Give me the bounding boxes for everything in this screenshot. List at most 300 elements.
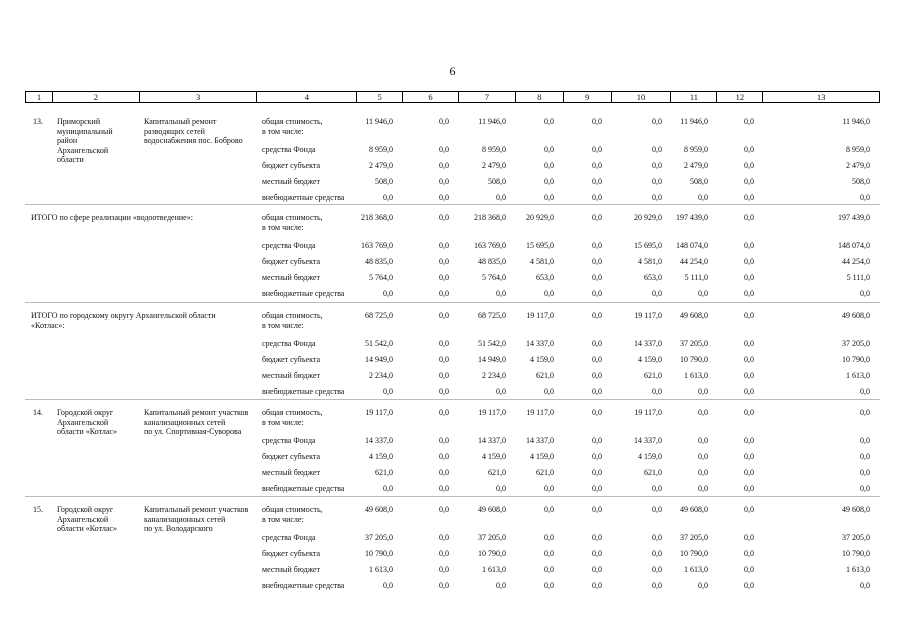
municipality-name: Архангельской <box>57 514 109 524</box>
value-cell-col-11: 508,0 <box>690 177 708 186</box>
value-cell-col-9: 0,0 <box>592 273 602 282</box>
table-row <box>25 145 880 159</box>
value-cell-col-9: 0,0 <box>592 193 602 202</box>
municipality-name: области «Котлас» <box>57 427 117 436</box>
value-cell-col-8: 0,0 <box>544 484 554 493</box>
table-row <box>25 533 880 547</box>
funding-source-label: местный бюджет <box>262 565 320 574</box>
value-cell-col-9: 0,0 <box>592 241 602 250</box>
row-number: 14. <box>33 408 43 417</box>
table-row <box>25 371 880 385</box>
funding-source-label: общая стоимость, <box>262 117 323 126</box>
value-cell-col-7: 0,0 <box>496 581 506 590</box>
funding-source-label: средства Фонда <box>262 436 316 445</box>
value-cell-col-7: 11 946,0 <box>478 117 506 126</box>
section-title: ИТОГО по сфере реализации «водоотведение»: <box>31 213 193 222</box>
value-cell-col-12: 0,0 <box>744 533 754 542</box>
value-cell-col-13: 0,0 <box>860 289 870 298</box>
value-cell-col-5: 8 959,0 <box>369 145 393 154</box>
value-cell-col-9: 0,0 <box>592 408 602 417</box>
value-cell-col-7: 4 159,0 <box>482 452 506 461</box>
row-number: 13. <box>33 117 43 126</box>
value-cell-col-7: 0,0 <box>496 387 506 396</box>
value-cell-col-12: 0,0 <box>744 145 754 154</box>
header-cell-9: 9 <box>564 92 612 102</box>
value-cell-col-6: 0,0 <box>439 145 449 154</box>
funding-source-label: местный бюджет <box>262 371 320 380</box>
value-cell-col-10: 653,0 <box>644 273 662 282</box>
value-cell-col-11: 1 613,0 <box>684 565 708 574</box>
funding-source-label: местный бюджет <box>262 177 320 186</box>
value-cell-col-9: 0,0 <box>592 339 602 348</box>
value-cell-col-13: 1 613,0 <box>846 565 870 574</box>
value-cell-col-6: 0,0 <box>439 213 449 222</box>
funding-source-label: в том числе: <box>262 222 304 232</box>
value-cell-col-6: 0,0 <box>439 565 449 574</box>
funding-source-label: местный бюджет <box>262 273 320 282</box>
value-cell-col-9: 0,0 <box>592 289 602 298</box>
value-cell-col-13: 2 479,0 <box>846 161 870 170</box>
value-cell-col-7: 621,0 <box>488 468 506 477</box>
table-row <box>25 289 880 303</box>
value-cell-col-9: 0,0 <box>592 371 602 380</box>
value-cell-col-8: 0,0 <box>544 193 554 202</box>
value-cell-col-12: 0,0 <box>744 581 754 590</box>
value-cell-col-9: 0,0 <box>592 565 602 574</box>
work-description: по ул. Володарского <box>144 524 213 533</box>
value-cell-col-5: 0,0 <box>383 289 393 298</box>
value-cell-col-13: 11 946,0 <box>842 117 870 126</box>
value-cell-col-11: 0,0 <box>698 581 708 590</box>
value-cell-col-8: 621,0 <box>536 468 554 477</box>
value-cell-col-5: 68 725,0 <box>365 311 393 320</box>
funding-source-label: бюджет субъекта <box>262 355 321 364</box>
value-cell-col-8: 20 929,0 <box>526 213 554 222</box>
value-cell-col-13: 37 205,0 <box>842 339 870 348</box>
value-cell-col-9: 0,0 <box>592 311 602 320</box>
value-cell-col-11: 1 613,0 <box>684 371 708 380</box>
work-description: Капитальный ремонт участков <box>144 408 249 417</box>
funding-source-label: бюджет субъекта <box>262 452 321 461</box>
value-cell-col-12: 0,0 <box>744 241 754 250</box>
value-cell-col-10: 0,0 <box>652 117 662 126</box>
value-cell-col-13: 0,0 <box>860 468 870 477</box>
value-cell-col-12: 0,0 <box>744 549 754 558</box>
value-cell-col-7: 508,0 <box>488 177 506 186</box>
value-cell-col-12: 0,0 <box>744 565 754 574</box>
municipality-name: Приморский <box>57 117 101 126</box>
header-cell-12: 12 <box>717 92 763 102</box>
value-cell-col-10: 0,0 <box>652 581 662 590</box>
value-cell-col-10: 0,0 <box>652 565 662 574</box>
value-cell-col-11: 49 608,0 <box>680 505 708 514</box>
value-cell-col-6: 0,0 <box>439 387 449 396</box>
value-cell-col-10: 15 695,0 <box>634 241 662 250</box>
funding-source-label: общая стоимость, <box>262 311 323 320</box>
value-cell-col-8: 0,0 <box>544 161 554 170</box>
value-cell-col-10: 19 117,0 <box>634 311 662 320</box>
value-cell-col-11: 10 790,0 <box>680 355 708 364</box>
value-cell-col-11: 0,0 <box>698 289 708 298</box>
value-cell-col-6: 0,0 <box>439 533 449 542</box>
value-cell-col-7: 163 769,0 <box>474 241 506 250</box>
value-cell-col-13: 0,0 <box>860 436 870 445</box>
header-cell-4: 4 <box>257 92 357 102</box>
value-cell-col-10: 0,0 <box>652 145 662 154</box>
table-row <box>25 436 880 450</box>
value-cell-col-6: 0,0 <box>439 436 449 445</box>
value-cell-col-7: 218 368,0 <box>474 213 506 222</box>
funding-source-label: внебюджетные средства <box>262 193 345 202</box>
table-row <box>25 117 880 136</box>
value-cell-col-6: 0,0 <box>439 339 449 348</box>
value-cell-col-9: 0,0 <box>592 117 602 126</box>
value-cell-col-6: 0,0 <box>439 311 449 320</box>
table-row <box>25 565 880 579</box>
value-cell-col-11: 0,0 <box>698 408 708 417</box>
table-row <box>25 177 880 191</box>
value-cell-col-7: 14 949,0 <box>478 355 506 364</box>
municipality-name: Городской округ <box>57 408 114 417</box>
value-cell-col-7: 2 479,0 <box>482 161 506 170</box>
value-cell-col-6: 0,0 <box>439 177 449 186</box>
value-cell-col-8: 0,0 <box>544 565 554 574</box>
value-cell-col-11: 0,0 <box>698 452 708 461</box>
value-cell-col-7: 8 959,0 <box>482 145 506 154</box>
value-cell-col-13: 37 205,0 <box>842 533 870 542</box>
funding-source-label: средства Фонда <box>262 533 316 542</box>
value-cell-col-10: 0,0 <box>652 549 662 558</box>
value-cell-col-13: 5 111,0 <box>846 273 870 282</box>
section-title: «Котлас»: <box>31 321 65 330</box>
table-row <box>25 257 880 271</box>
value-cell-col-5: 14 337,0 <box>365 436 393 445</box>
value-cell-col-10: 20 929,0 <box>634 213 662 222</box>
value-cell-col-9: 0,0 <box>592 213 602 222</box>
value-cell-col-13: 508,0 <box>852 177 870 186</box>
value-cell-col-8: 0,0 <box>544 533 554 542</box>
table-row <box>25 549 880 563</box>
row-number: 15. <box>33 505 43 514</box>
table-row <box>25 241 880 255</box>
value-cell-col-7: 51 542,0 <box>478 339 506 348</box>
header-cell-2: 2 <box>53 92 140 102</box>
value-cell-col-6: 0,0 <box>439 581 449 590</box>
value-cell-col-8: 0,0 <box>544 387 554 396</box>
value-cell-col-9: 0,0 <box>592 452 602 461</box>
value-cell-col-10: 14 337,0 <box>634 436 662 445</box>
value-cell-col-6: 0,0 <box>439 241 449 250</box>
value-cell-col-5: 51 542,0 <box>365 339 393 348</box>
funding-source-label: средства Фонда <box>262 339 316 348</box>
header-cell-6: 6 <box>403 92 459 102</box>
value-cell-col-9: 0,0 <box>592 177 602 186</box>
municipality-name: район <box>57 136 78 145</box>
value-cell-col-10: 0,0 <box>652 484 662 493</box>
value-cell-col-13: 197 439,0 <box>838 213 870 222</box>
value-cell-col-12: 0,0 <box>744 452 754 461</box>
value-cell-col-10: 0,0 <box>652 533 662 542</box>
value-cell-col-9: 0,0 <box>592 549 602 558</box>
value-cell-col-9: 0,0 <box>592 505 602 514</box>
table-row <box>25 452 880 466</box>
value-cell-col-12: 0,0 <box>744 161 754 170</box>
municipality-name: Городской округ <box>57 505 114 514</box>
section-divider <box>25 204 880 205</box>
value-cell-col-6: 0,0 <box>439 549 449 558</box>
value-cell-col-8: 621,0 <box>536 371 554 380</box>
value-cell-col-13: 0,0 <box>860 452 870 461</box>
value-cell-col-5: 37 205,0 <box>365 533 393 542</box>
value-cell-col-6: 0,0 <box>439 468 449 477</box>
value-cell-col-13: 49 608,0 <box>842 311 870 320</box>
work-description: водоснабжения пос. Боброво <box>144 136 243 145</box>
value-cell-col-12: 0,0 <box>744 257 754 266</box>
value-cell-col-12: 0,0 <box>744 505 754 514</box>
funding-source-label: внебюджетные средства <box>262 581 345 590</box>
value-cell-col-6: 0,0 <box>439 257 449 266</box>
value-cell-col-11: 0,0 <box>698 436 708 445</box>
value-cell-col-12: 0,0 <box>744 408 754 417</box>
value-cell-col-7: 0,0 <box>496 193 506 202</box>
value-cell-col-5: 1 613,0 <box>369 565 393 574</box>
value-cell-col-12: 0,0 <box>744 117 754 126</box>
value-cell-col-13: 0,0 <box>860 581 870 590</box>
value-cell-col-11: 5 111,0 <box>684 273 708 282</box>
value-cell-col-5: 10 790,0 <box>365 549 393 558</box>
section-divider <box>25 496 880 497</box>
value-cell-col-8: 14 337,0 <box>526 339 554 348</box>
value-cell-col-7: 1 613,0 <box>482 565 506 574</box>
value-cell-col-9: 0,0 <box>592 355 602 364</box>
value-cell-col-5: 508,0 <box>375 177 393 186</box>
value-cell-col-6: 0,0 <box>439 452 449 461</box>
header-cell-5: 5 <box>357 92 403 102</box>
funding-source-label: бюджет субъекта <box>262 257 321 266</box>
value-cell-col-12: 0,0 <box>744 311 754 320</box>
value-cell-col-12: 0,0 <box>744 484 754 493</box>
value-cell-col-12: 0,0 <box>744 289 754 298</box>
section-divider <box>25 399 880 400</box>
table-row <box>25 468 880 482</box>
value-cell-col-7: 68 725,0 <box>478 311 506 320</box>
value-cell-col-13: 1 613,0 <box>846 371 870 380</box>
value-cell-col-11: 0,0 <box>698 193 708 202</box>
table-row <box>25 161 880 175</box>
value-cell-col-8: 15 695,0 <box>526 241 554 250</box>
table-row <box>25 213 880 232</box>
value-cell-col-7: 10 790,0 <box>478 549 506 558</box>
value-cell-col-8: 19 117,0 <box>526 311 554 320</box>
funding-source-label: общая стоимость, <box>262 408 323 417</box>
value-cell-col-9: 0,0 <box>592 581 602 590</box>
value-cell-col-9: 0,0 <box>592 257 602 266</box>
value-cell-col-6: 0,0 <box>439 289 449 298</box>
value-cell-col-8: 4 159,0 <box>530 355 554 364</box>
header-cell-7: 7 <box>459 92 516 102</box>
value-cell-col-7: 19 117,0 <box>478 408 506 417</box>
header-cell-1: 1 <box>26 92 53 102</box>
value-cell-col-7: 0,0 <box>496 484 506 493</box>
value-cell-col-10: 4 159,0 <box>638 452 662 461</box>
header-cell-8: 8 <box>516 92 564 102</box>
value-cell-col-10: 0,0 <box>652 289 662 298</box>
value-cell-col-11: 0,0 <box>698 484 708 493</box>
value-cell-col-10: 4 159,0 <box>638 355 662 364</box>
value-cell-col-11: 0,0 <box>698 387 708 396</box>
value-cell-col-8: 0,0 <box>544 177 554 186</box>
value-cell-col-13: 0,0 <box>860 408 870 417</box>
value-cell-col-5: 48 835,0 <box>365 257 393 266</box>
value-cell-col-12: 0,0 <box>744 339 754 348</box>
value-cell-col-13: 0,0 <box>860 387 870 396</box>
value-cell-col-11: 11 946,0 <box>680 117 708 126</box>
value-cell-col-8: 4 159,0 <box>530 452 554 461</box>
value-cell-col-13: 148 074,0 <box>838 241 870 250</box>
value-cell-col-13: 0,0 <box>860 484 870 493</box>
value-cell-col-13: 10 790,0 <box>842 549 870 558</box>
value-cell-col-13: 10 790,0 <box>842 355 870 364</box>
funding-source-label: местный бюджет <box>262 468 320 477</box>
value-cell-col-10: 0,0 <box>652 193 662 202</box>
value-cell-col-10: 0,0 <box>652 177 662 186</box>
value-cell-col-5: 49 608,0 <box>365 505 393 514</box>
value-cell-col-8: 19 117,0 <box>526 408 554 417</box>
value-cell-col-7: 48 835,0 <box>478 257 506 266</box>
value-cell-col-5: 5 764,0 <box>369 273 393 282</box>
value-cell-col-10: 19 117,0 <box>634 408 662 417</box>
funding-source-label: бюджет субъекта <box>262 549 321 558</box>
value-cell-col-5: 163 769,0 <box>361 241 393 250</box>
value-cell-col-10: 0,0 <box>652 387 662 396</box>
value-cell-col-6: 0,0 <box>439 408 449 417</box>
header-cell-13: 13 <box>816 92 826 102</box>
value-cell-col-7: 49 608,0 <box>478 505 506 514</box>
value-cell-col-11: 148 074,0 <box>676 241 708 250</box>
value-cell-col-12: 0,0 <box>744 273 754 282</box>
value-cell-col-10: 621,0 <box>644 371 662 380</box>
value-cell-col-6: 0,0 <box>439 193 449 202</box>
municipality-name: области <box>57 155 84 164</box>
header-cell-10: 10 <box>612 92 672 102</box>
header-cell-11: 11 <box>671 92 717 102</box>
value-cell-col-7: 14 337,0 <box>478 436 506 445</box>
value-cell-col-11: 0,0 <box>698 468 708 477</box>
header-cell-3: 3 <box>140 92 258 102</box>
work-description: по ул. Спортивная-Суворова <box>144 427 242 436</box>
value-cell-col-10: 621,0 <box>644 468 662 477</box>
value-cell-col-7: 5 764,0 <box>482 273 506 282</box>
value-cell-col-11: 8 959,0 <box>684 145 708 154</box>
value-cell-col-8: 4 581,0 <box>530 257 554 266</box>
value-cell-col-8: 0,0 <box>544 289 554 298</box>
value-cell-col-6: 0,0 <box>439 484 449 493</box>
value-cell-col-7: 37 205,0 <box>478 533 506 542</box>
section-title: ИТОГО по городскому округу Архангельской области <box>31 311 216 320</box>
municipality-name: Архангельской <box>57 145 109 155</box>
work-description: канализационных сетей <box>144 417 226 427</box>
value-cell-col-9: 0,0 <box>592 436 602 445</box>
value-cell-col-13: 0,0 <box>860 193 870 202</box>
value-cell-col-5: 0,0 <box>383 387 393 396</box>
value-cell-col-5: 4 159,0 <box>369 452 393 461</box>
value-cell-col-9: 0,0 <box>592 468 602 477</box>
value-cell-col-8: 0,0 <box>544 117 554 126</box>
value-cell-col-13: 8 959,0 <box>846 145 870 154</box>
table-row <box>25 581 880 595</box>
value-cell-col-12: 0,0 <box>744 177 754 186</box>
value-cell-col-5: 0,0 <box>383 484 393 493</box>
funding-source-label: общая стоимость, <box>262 213 323 222</box>
funding-source-label: в том числе: <box>262 126 304 136</box>
value-cell-col-13: 44 254,0 <box>842 257 870 266</box>
value-cell-col-8: 0,0 <box>544 505 554 514</box>
funding-source-label: внебюджетные средства <box>262 289 345 298</box>
value-cell-col-12: 0,0 <box>744 193 754 202</box>
table-row <box>25 339 880 353</box>
value-cell-col-12: 0,0 <box>744 213 754 222</box>
page-number: 6 <box>449 64 456 78</box>
value-cell-col-9: 0,0 <box>592 145 602 154</box>
value-cell-col-12: 0,0 <box>744 468 754 477</box>
value-cell-col-11: 37 205,0 <box>680 339 708 348</box>
value-cell-col-6: 0,0 <box>439 505 449 514</box>
value-cell-col-5: 19 117,0 <box>365 408 393 417</box>
work-description: Капитальный ремонт <box>144 117 217 126</box>
funding-source-label: внебюджетные средства <box>262 484 345 493</box>
funding-source-label: средства Фонда <box>262 241 316 250</box>
municipality-name: Архангельской <box>57 417 109 427</box>
value-cell-col-5: 2 479,0 <box>369 161 393 170</box>
table-row <box>25 408 880 427</box>
work-description: Капитальный ремонт участков <box>144 505 249 514</box>
value-cell-col-6: 0,0 <box>439 371 449 380</box>
funding-source-label: в том числе: <box>262 514 304 524</box>
value-cell-col-5: 14 949,0 <box>365 355 393 364</box>
value-cell-col-9: 0,0 <box>592 387 602 396</box>
value-cell-col-8: 14 337,0 <box>526 436 554 445</box>
value-cell-col-11: 197 439,0 <box>676 213 708 222</box>
value-cell-col-11: 37 205,0 <box>680 533 708 542</box>
municipality-name: области «Котлас» <box>57 524 117 533</box>
value-cell-col-9: 0,0 <box>592 161 602 170</box>
value-cell-col-9: 0,0 <box>592 484 602 493</box>
value-cell-col-11: 49 608,0 <box>680 311 708 320</box>
value-cell-col-10: 14 337,0 <box>634 339 662 348</box>
value-cell-col-13: 49 608,0 <box>842 505 870 514</box>
value-cell-col-10: 0,0 <box>652 505 662 514</box>
value-cell-col-5: 11 946,0 <box>365 117 393 126</box>
value-cell-col-7: 0,0 <box>496 289 506 298</box>
value-cell-col-5: 2 234,0 <box>369 371 393 380</box>
funding-source-label: средства Фонда <box>262 145 316 154</box>
work-description: канализационных сетей <box>144 514 226 524</box>
value-cell-col-7: 2 234,0 <box>482 371 506 380</box>
value-cell-col-8: 0,0 <box>544 549 554 558</box>
value-cell-col-6: 0,0 <box>439 273 449 282</box>
value-cell-col-5: 0,0 <box>383 193 393 202</box>
table-header <box>25 91 880 103</box>
value-cell-col-8: 0,0 <box>544 145 554 154</box>
value-cell-col-5: 0,0 <box>383 581 393 590</box>
value-cell-col-6: 0,0 <box>439 117 449 126</box>
value-cell-col-6: 0,0 <box>439 161 449 170</box>
value-cell-col-12: 0,0 <box>744 387 754 396</box>
value-cell-col-11: 2 479,0 <box>684 161 708 170</box>
funding-source-label: внебюджетные средства <box>262 387 345 396</box>
work-description: разводящих сетей <box>144 126 205 136</box>
value-cell-col-12: 0,0 <box>744 436 754 445</box>
